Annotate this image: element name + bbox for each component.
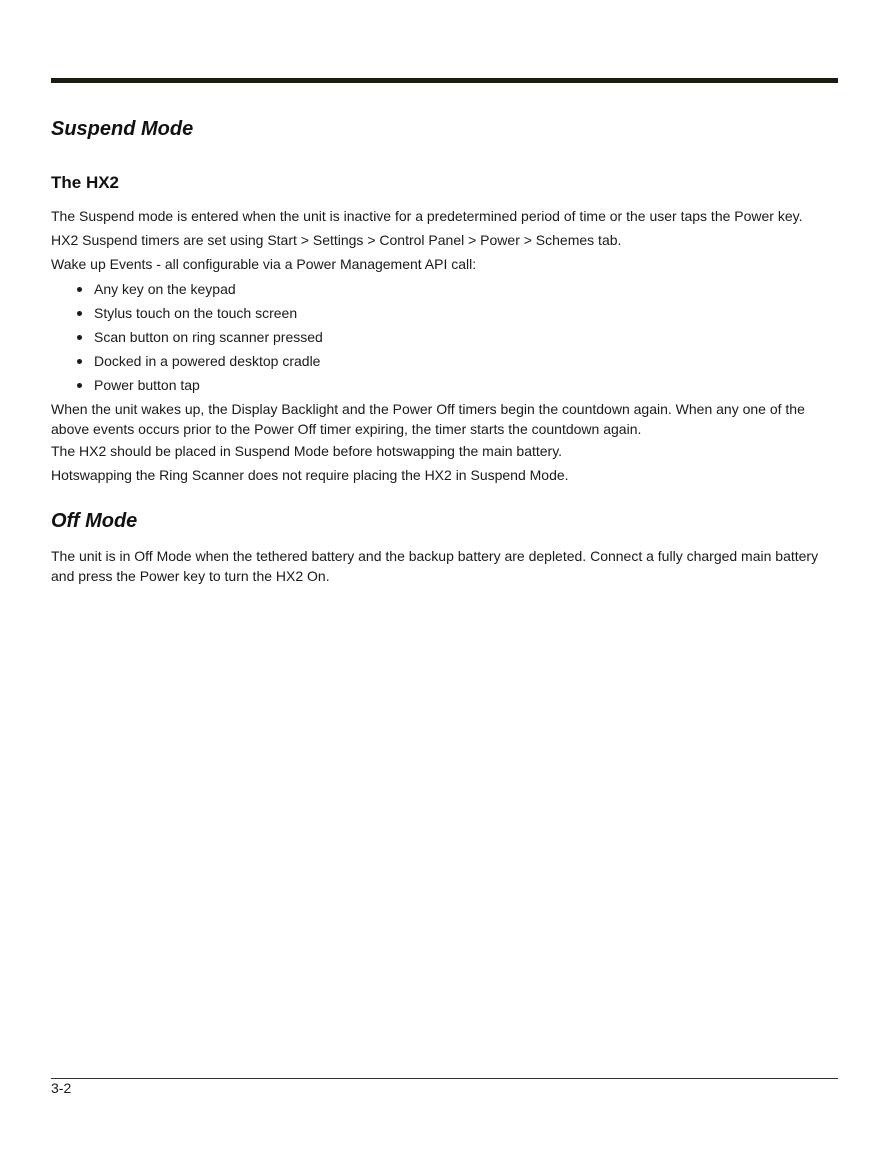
page-number: 3-2 (51, 1080, 72, 1096)
list-item-label: Stylus touch on the touch screen (94, 305, 298, 321)
suspend-mode-heading: Suspend Mode (51, 118, 194, 140)
wake-events-list (51, 279, 323, 399)
header-rule (51, 78, 838, 83)
bullet-icon (77, 359, 82, 364)
list-item-label: Power button tap (94, 377, 200, 393)
suspend-timers-paragraph: HX2 Suspend timers are set using Start > Settings > Control Panel > Power > Schemes tab. (51, 232, 622, 248)
hx2-subheading: The HX2 (51, 173, 120, 192)
wake-up-paragraph: When the unit wakes up, the Display Backlight and the Power Off timers begin the countdown again. When any one of the above events occurs prior to the Power Off timer expiring, the timer starts the countdown again. (51, 401, 805, 437)
suspend-intro-paragraph: The Suspend mode is entered when the unit is inactive for a predetermined period of time or the user taps the Power key. (51, 208, 803, 224)
bullet-icon (77, 287, 82, 292)
list-item-label: Docked in a powered desktop cradle (94, 353, 321, 369)
bullet-icon (77, 335, 82, 340)
list-item (51, 375, 323, 399)
bullet-icon (77, 383, 82, 388)
off-mode-paragraph: The unit is in Off Mode when the tethered battery and the backup battery are depleted. Connect a fully charged main battery and press the Power key to turn the HX2 On. (51, 548, 819, 584)
bullet-icon (77, 311, 82, 316)
footer-rule (51, 1078, 838, 1079)
off-mode-heading: Off Mode (51, 510, 138, 532)
hotswap-scanner-paragraph: Hotswapping the Ring Scanner does not require placing the HX2 in Suspend Mode. (51, 467, 569, 483)
list-item-label: Scan button on ring scanner pressed (94, 329, 323, 345)
list-item (51, 327, 323, 351)
hotswap-battery-paragraph: The HX2 should be placed in Suspend Mode before hotswapping the main battery. (51, 443, 563, 459)
list-item-label: Any key on the keypad (94, 281, 236, 297)
wake-events-intro: Wake up Events - all configurable via a Power Management API call: (51, 256, 477, 272)
list-item (51, 279, 323, 303)
list-item (51, 351, 323, 375)
list-item (51, 303, 323, 327)
